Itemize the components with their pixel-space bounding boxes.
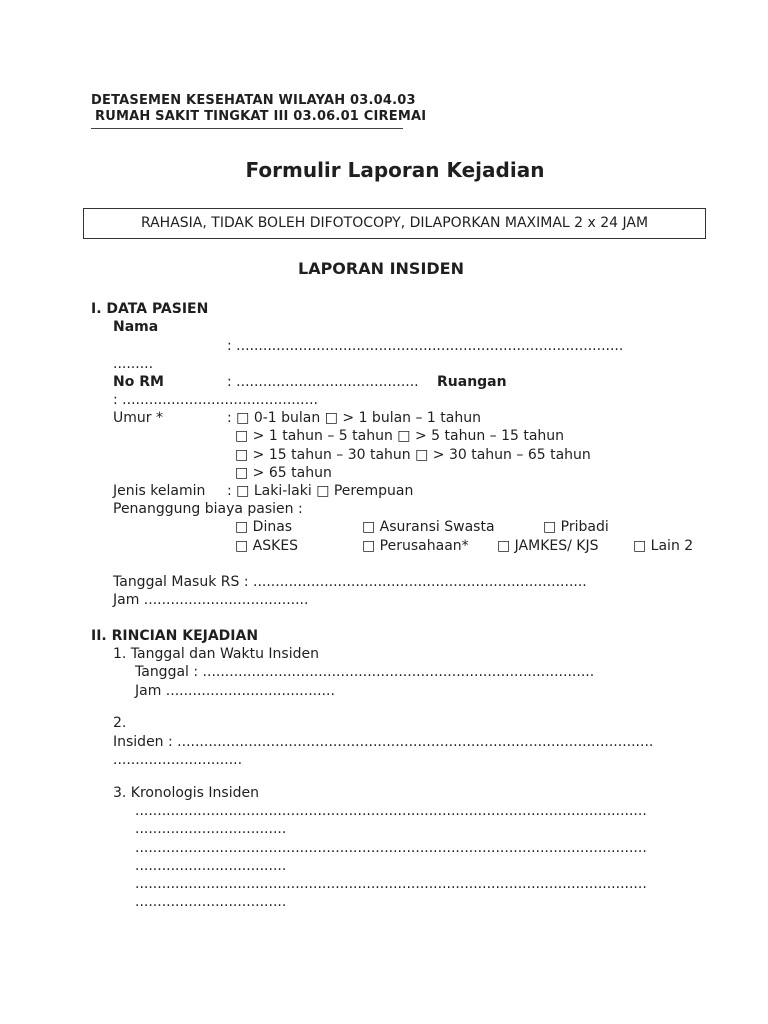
org-name: DETASEMEN KESEHATAN WILAYAH 03.04.03 [91, 93, 416, 108]
jenis-kelamin-options[interactable]: : □ Laki-laki □ Perempuan [227, 483, 414, 499]
norm-field[interactable]: : ......................................... [227, 374, 419, 390]
nama-field-cont: ......... [113, 356, 154, 372]
umur-options-row2[interactable]: □ > 1 tahun – 5 tahun □ > 5 tahun – 15 tahun [235, 428, 565, 444]
biaya-option-jamkes-kjs[interactable]: □ JAMKES/ KJS [497, 538, 599, 554]
umur-label: Umur * [113, 410, 163, 426]
tanggal-insiden-field[interactable]: Tanggal : ........................................................................................ [135, 664, 595, 680]
confidentiality-notice-box [83, 208, 706, 239]
norm-label: No RM [113, 374, 164, 390]
tanggal-masuk-field[interactable]: Tanggal Masuk RS : ........................................................................... [113, 574, 587, 590]
umur-options-row1[interactable]: : □ 0-1 bulan □ > 1 bulan – 1 tahun [227, 410, 481, 426]
biaya-option-perusahaan[interactable]: □ Perusahaan* [362, 538, 469, 554]
section1-heading: I. DATA PASIEN [91, 301, 209, 317]
ruangan-label: Ruangan [437, 374, 507, 390]
jam-masuk-field[interactable]: Jam ..................................... [113, 592, 309, 608]
biaya-option-asuransi-swasta[interactable]: □ Asuransi Swasta [362, 519, 495, 535]
kronologis-line-3-cont: .................................. [135, 894, 287, 910]
ruangan-field[interactable]: : ............................................ [113, 392, 318, 408]
biaya-option-pribadi[interactable]: □ Pribadi [543, 519, 609, 535]
report-subtitle: LAPORAN INSIDEN [298, 259, 464, 278]
kronologis-line-2[interactable]: ................................................................................................................... [135, 840, 647, 856]
item1-label: 1. Tanggal dan Waktu Insiden [113, 646, 319, 662]
confidentiality-notice: RAHASIA, TIDAK BOLEH DIFOTOCOPY, DILAPORKAN MAXIMAL 2 x 24 JAM [140, 215, 649, 231]
nama-label: Nama [113, 319, 159, 335]
form-title: Formulir Laporan Kejadian [245, 158, 545, 182]
item3-label: 3. Kronologis Insiden [113, 785, 259, 801]
kronologis-line-2-cont: .................................. [135, 858, 287, 874]
kronologis-line-3[interactable]: ................................................................................................................... [135, 876, 647, 892]
umur-options-row4[interactable]: □ > 65 tahun [235, 465, 332, 481]
kronologis-line-1-cont: .................................. [135, 821, 287, 837]
item2-number: 2. [113, 715, 127, 731]
biaya-option-lain[interactable]: □ Lain 2 [633, 538, 694, 554]
kronologis-line-1[interactable]: ................................................................................................................... [135, 803, 647, 819]
biaya-option-askes[interactable]: □ ASKES [235, 538, 299, 554]
section2-heading: II. RINCIAN KEJADIAN [91, 628, 259, 644]
umur-options-row3[interactable]: □ > 15 tahun – 30 tahun □ > 30 tahun – 65 tahun [235, 447, 591, 463]
jenis-kelamin-label: Jenis kelamin [113, 483, 206, 499]
insiden-field[interactable]: Insiden : ........................................................................................................... [113, 734, 654, 750]
header-underline [91, 128, 403, 129]
jam-insiden-field[interactable]: Jam ...................................... [135, 683, 335, 699]
nama-field[interactable]: : ....................................................................................... [227, 338, 624, 354]
penanggung-biaya-label: Penanggung biaya pasien : [113, 501, 303, 517]
biaya-option-dinas[interactable]: □ Dinas [235, 519, 293, 535]
insiden-field-cont: ............................. [113, 752, 243, 768]
hospital-name: RUMAH SAKIT TINGKAT III 03.06.01 CIREMAI [95, 109, 427, 124]
